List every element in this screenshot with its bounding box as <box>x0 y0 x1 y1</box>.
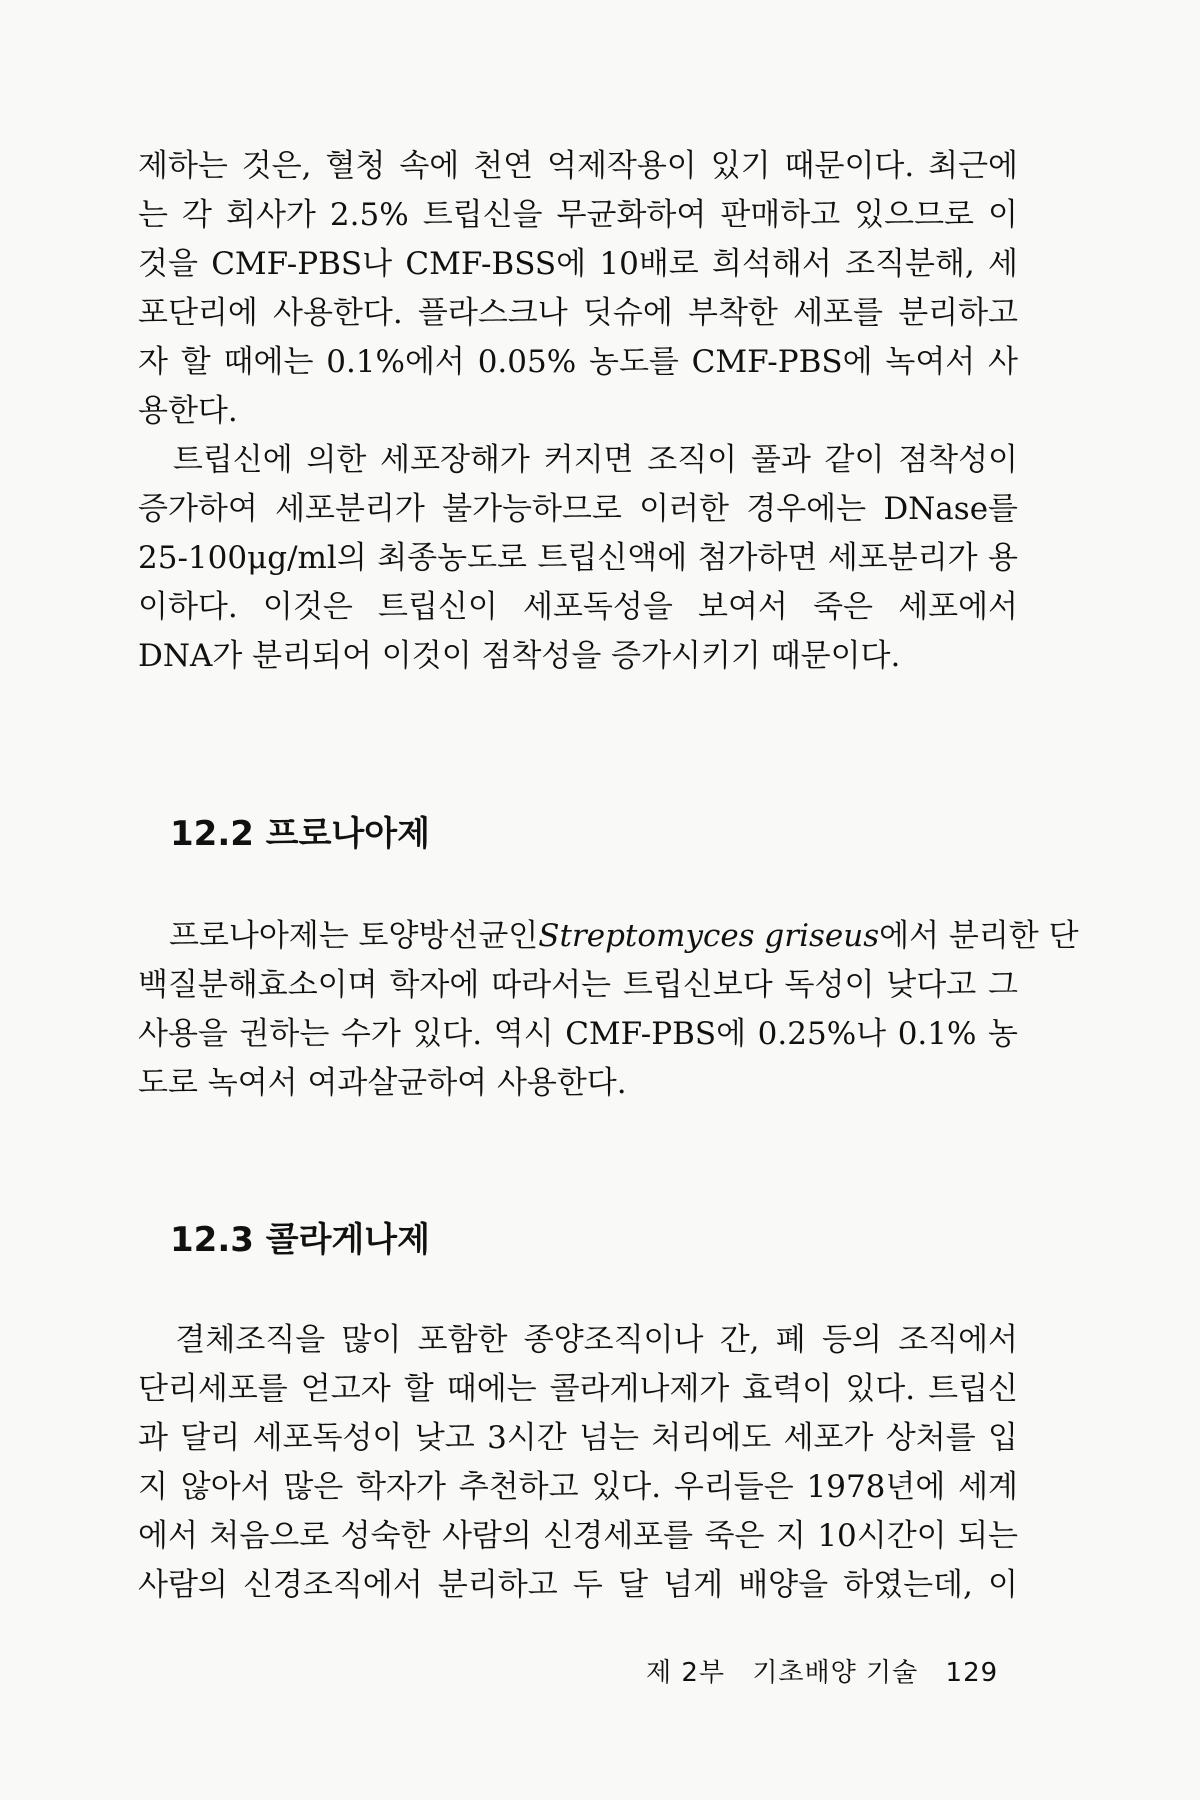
text-line: 25-100μg/ml의 최종농도로 트립신액에 첨가하면 세포분리가 용 <box>138 540 1018 576</box>
text-line: DNA가 분리되어 이것이 점착성을 증가시키기 때문이다. <box>138 638 901 674</box>
text-line: 지 않아서 많은 학자가 추천하고 있다. 우리들은 1978년에 세계 <box>138 1469 1018 1505</box>
text-line: 제하는 것은, 혈청 속에 천연 억제작용이 있기 때문이다. 최근에 <box>138 148 1018 184</box>
page-number: 129 <box>945 1658 999 1688</box>
text-line: 사람의 신경조직에서 분리하고 두 달 넘게 배양을 하였는데, 이 <box>138 1567 1018 1603</box>
section-heading-12-3: 12.3 콜라게나제 <box>170 1220 430 1260</box>
text-line: 단리세포를 얻고자 할 때에는 콜라게나제가 효력이 있다. 트립신 <box>138 1371 1018 1407</box>
text-line: 프로나아제는 토양방선균인Streptomyces griseus에서 분리한 단 <box>138 918 1079 954</box>
page-footer <box>646 1652 1016 1689</box>
text-line: 도로 녹여서 여과살균하여 사용한다. <box>138 1065 627 1101</box>
text-line: 용한다. <box>138 393 238 429</box>
section-heading-12-2: 12.2 프로나아제 <box>170 814 430 854</box>
text-line: 것을 CMF-PBS나 CMF-BSS에 10배로 희석해서 조직분해, 세 <box>138 246 1018 282</box>
text-line: 에서 처음으로 성숙한 사람의 신경세포를 죽은 지 10시간이 되는 <box>138 1518 1018 1554</box>
paragraph-1 <box>138 142 1018 436</box>
text-line: 트립신에 의한 세포장해가 커지면 조직이 풀과 같이 점착성이 <box>138 442 1018 478</box>
text-line: 이하다. 이것은 트립신이 세포독성을 보여서 죽은 세포에서 <box>138 589 1018 625</box>
species-name: Streptomyces griseus <box>538 918 880 954</box>
text-line: 백질분해효소이며 학자에 따라서는 트립신보다 독성이 낮다고 그 <box>138 967 1018 1003</box>
paragraph-collagenase <box>138 1316 1018 1610</box>
text-line: 과 달리 세포독성이 낮고 3시간 넘는 처리에도 세포가 상처를 입 <box>138 1420 1018 1456</box>
footer-part: 제 2부 <box>646 1658 726 1688</box>
paragraph-pronase <box>138 912 1079 1108</box>
text-line: 자 할 때에는 0.1%에서 0.05% 농도를 CMF-PBS에 녹여서 사 <box>138 344 1018 380</box>
text-line: 는 각 회사가 2.5% 트립신을 무균화하여 판매하고 있으므로 이 <box>138 197 1018 233</box>
text-line: 사용을 권하는 수가 있다. 역시 CMF-PBS에 0.25%나 0.1% 농 <box>138 1016 1018 1052</box>
text-line: 증가하여 세포분리가 불가능하므로 이러한 경우에는 DNase를 <box>138 491 1018 527</box>
text-line: 포단리에 사용한다. 플라스크나 딧슈에 부착한 세포를 분리하고 <box>138 295 1018 331</box>
text-line: 결체조직을 많이 포함한 종양조직이나 간, 폐 등의 조직에서 <box>138 1322 1018 1358</box>
footer-title: 기초배양 기술 <box>752 1658 919 1688</box>
paragraph-2 <box>138 436 1018 681</box>
